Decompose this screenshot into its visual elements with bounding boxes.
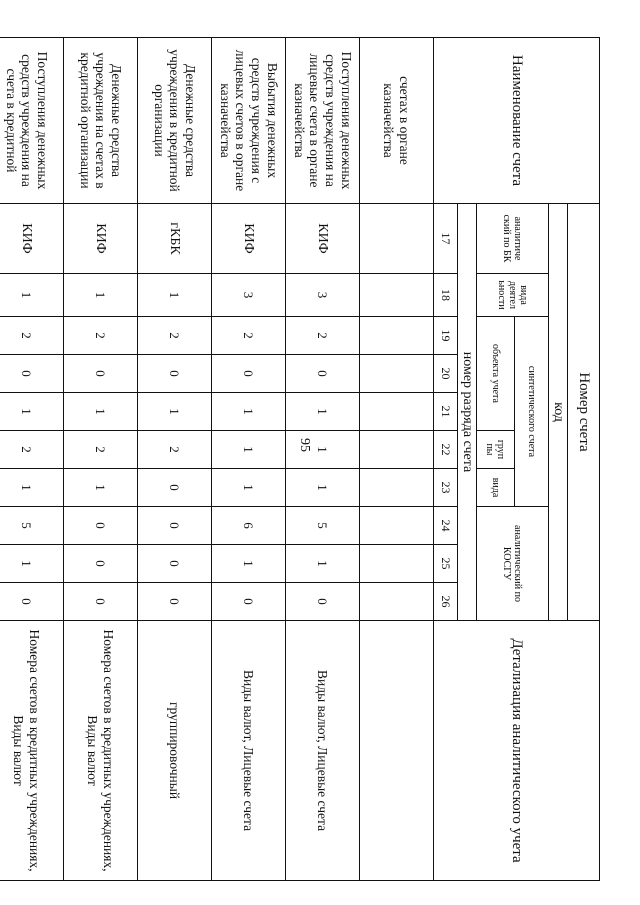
code-cell: 2 bbox=[0, 431, 64, 469]
account-name-cell: Денежные средства учреждения в кредитной организации bbox=[138, 38, 212, 204]
code-cell bbox=[360, 583, 434, 621]
code-cell bbox=[360, 317, 434, 355]
code-cell: 1 bbox=[64, 469, 138, 507]
analytic-bk-header: аналитиче ский по БК bbox=[477, 204, 549, 274]
account-name-cell: Денежные средства учреждения на счетах в кредитной организации bbox=[64, 38, 138, 204]
code-cell: 0 bbox=[64, 507, 138, 545]
code-cell: 1 bbox=[64, 274, 138, 317]
code-cell: 0 bbox=[64, 545, 138, 583]
code-cell: КИФ bbox=[0, 204, 64, 274]
account-name-cell: Поступления денежных средств учреждения на счета в кредитной bbox=[0, 38, 64, 204]
code-cell bbox=[360, 204, 434, 274]
code-cell: 1 bbox=[286, 545, 360, 583]
header-row-1 bbox=[568, 38, 600, 881]
detail-cell bbox=[360, 621, 434, 881]
code-cell: 1 bbox=[286, 469, 360, 507]
code-cell: 1 bbox=[212, 545, 286, 583]
detail-header: Детализация аналитического учета bbox=[434, 621, 600, 881]
rotated-table-container bbox=[3, 37, 600, 880]
code-cell bbox=[360, 469, 434, 507]
code-cell: 0 bbox=[138, 545, 212, 583]
code-cell: 2 bbox=[138, 431, 212, 469]
kind-header: вида bbox=[477, 469, 515, 507]
code-cell: 2 bbox=[138, 317, 212, 355]
table-row bbox=[138, 38, 212, 881]
analytic-kosgu-header: аналитический по КОСГУ bbox=[477, 507, 549, 621]
col-number: 20 bbox=[434, 355, 458, 393]
account-name-cell: счетах в органе казначейства bbox=[360, 38, 434, 204]
col-number: 19 bbox=[434, 317, 458, 355]
accounting-object-header: объекта учета bbox=[477, 317, 515, 431]
code-cell: КИФ bbox=[212, 204, 286, 274]
detail-cell: Номера счетов в кредитных учреждениях, Виды валют bbox=[64, 621, 138, 881]
code-cell: 0 bbox=[138, 507, 212, 545]
code-cell: 1 bbox=[64, 393, 138, 431]
code-cell bbox=[360, 355, 434, 393]
code-cell: 1 bbox=[212, 469, 286, 507]
code-cell: 0 bbox=[212, 583, 286, 621]
code-cell: 1 bbox=[286, 431, 360, 469]
code-cell: 2 bbox=[286, 317, 360, 355]
code-cell: 1 bbox=[138, 393, 212, 431]
code-cell: 0 bbox=[0, 355, 64, 393]
code-cell: гКБК bbox=[138, 204, 212, 274]
col-number: 22 bbox=[434, 431, 458, 469]
code-cell: 0 bbox=[64, 355, 138, 393]
account-name-cell: Выбытия денежных средств учреждения с лицевых счетов в органе казначейства bbox=[212, 38, 286, 204]
code-cell: 5 bbox=[286, 507, 360, 545]
detail-cell: Виды валют, Лицевые счета bbox=[212, 621, 286, 881]
col-number: 26 bbox=[434, 583, 458, 621]
detail-cell: Виды валют, Лицевые счета bbox=[286, 621, 360, 881]
digit-number-header: номер разряда счета bbox=[458, 204, 477, 621]
code-cell: 1 bbox=[212, 431, 286, 469]
group-header: груп пы bbox=[477, 431, 515, 469]
code-cell bbox=[360, 431, 434, 469]
code-cell: 6 bbox=[212, 507, 286, 545]
col-number: 24 bbox=[434, 507, 458, 545]
detail-cell: Номера счетов в кредитных учреждениях, Виды валют bbox=[0, 621, 64, 881]
code-cell: 0 bbox=[64, 583, 138, 621]
code-cell bbox=[360, 393, 434, 431]
code-cell: 0 bbox=[286, 583, 360, 621]
code-cell: 1 bbox=[138, 274, 212, 317]
code-cell: 5 bbox=[0, 507, 64, 545]
code-cell bbox=[360, 507, 434, 545]
code-cell: 1 bbox=[0, 469, 64, 507]
table-row bbox=[286, 38, 360, 881]
code-cell: 0 bbox=[212, 355, 286, 393]
table-row bbox=[212, 38, 286, 881]
col-number: 18 bbox=[434, 274, 458, 317]
code-cell: 3 bbox=[286, 274, 360, 317]
account-table bbox=[0, 37, 600, 881]
table-row bbox=[0, 38, 64, 881]
code-cell: 1 bbox=[212, 393, 286, 431]
code-cell: 1 bbox=[286, 393, 360, 431]
code-cell: 1 bbox=[0, 393, 64, 431]
code-header: код bbox=[549, 204, 568, 621]
code-cell bbox=[360, 545, 434, 583]
account-name-header: Наименование счета bbox=[434, 38, 600, 204]
code-cell: 2 bbox=[64, 317, 138, 355]
account-name-cell: Поступления денежных средств учреждения на лицевые счета в органе казначейства bbox=[286, 38, 360, 204]
code-cell: 2 bbox=[64, 431, 138, 469]
detail-cell: группировочный bbox=[138, 621, 212, 881]
activity-type-header: вида деятел ьности bbox=[477, 274, 549, 317]
code-cell: 2 bbox=[212, 317, 286, 355]
table-row bbox=[64, 38, 138, 881]
col-number: 21 bbox=[434, 393, 458, 431]
table-row bbox=[360, 38, 434, 881]
account-number-header: Номер счета bbox=[568, 204, 600, 621]
code-cell: 3 bbox=[212, 274, 286, 317]
code-cell: 0 bbox=[138, 469, 212, 507]
page-number: 95 bbox=[297, 438, 312, 452]
col-number: 23 bbox=[434, 469, 458, 507]
code-cell: 1 bbox=[0, 545, 64, 583]
synthetic-header: синтетического счета bbox=[515, 317, 549, 507]
col-number: 25 bbox=[434, 545, 458, 583]
code-cell: 0 bbox=[138, 583, 212, 621]
code-cell: КИФ bbox=[286, 204, 360, 274]
code-cell bbox=[360, 274, 434, 317]
col-number: 17 bbox=[434, 204, 458, 274]
code-cell: 0 bbox=[0, 583, 64, 621]
code-cell: КИФ bbox=[64, 204, 138, 274]
code-cell: 2 bbox=[0, 317, 64, 355]
code-cell: 0 bbox=[138, 355, 212, 393]
code-cell: 1 bbox=[0, 274, 64, 317]
code-cell: 0 bbox=[286, 355, 360, 393]
